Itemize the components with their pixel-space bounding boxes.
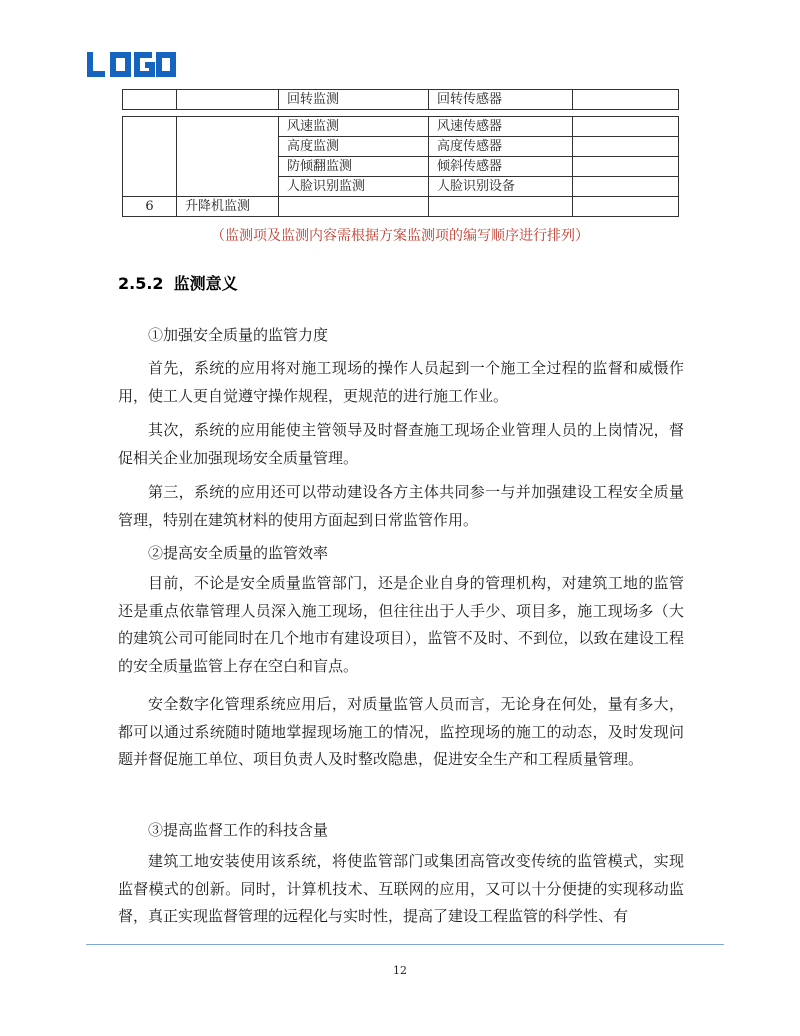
table-cell (177, 117, 279, 197)
paragraph: 安全数字化管理系统应用后，对质量监管人员而言，无论身在何处，量有多大，都可以通过系统随时随地掌握现场施工的情况，监控现场的施工的动态，及时发现问题并督促施工单位、项目负责人及时整改隐患，促进安全生产和工程质量管理。 (118, 695, 684, 768)
table-row (123, 117, 679, 137)
subheading-1: ①加强安全质量的监管力度 (148, 326, 329, 344)
table-cell (573, 157, 679, 177)
table-row (123, 90, 679, 110)
table-cell: 人脸识别监测 (279, 177, 429, 197)
paragraph: 第三，系统的应用还可以带动建设各方主体共同参一与并加强建设工程安全质量管理，特别在建筑材料的使用方面起到日常监管作用。 (118, 483, 684, 529)
footer-divider (86, 944, 724, 945)
paragraph: 目前，不论是安全质量监管部门，还是企业自身的管理机构，对建筑工地的监管还是重点依靠管理人员深入施工现场，但往往出于人手少、项目多，施工现场多（大的建筑公司可能同时在几个地市有建设项目），监管不及时、不到位，以致在建设工程的安全质量监管上存在空白和盲点。 (118, 574, 684, 675)
paragraph: 首先，系统的应用将对施工现场的操作人员起到一个施工全过程的监督和威慑作用，使工人更自觉遵守操作规程，更规范的进行施工作业。 (118, 359, 684, 405)
logo (86, 51, 176, 78)
table-cell (429, 197, 573, 217)
paragraph: 其次，系统的应用能使主管领导及时督查施工现场企业管理人员的上岗情况，督促相关企业加强现场安全质量管理。 (118, 421, 684, 467)
table-cell: 风速监测 (279, 117, 429, 137)
table-cell: 防倾翻监测 (279, 157, 429, 177)
section-title: 监测意义 (173, 274, 238, 293)
table-cell: 倾斜传感器 (429, 157, 573, 177)
monitoring-table-top (122, 89, 679, 110)
table-cell: 高度传感器 (429, 137, 573, 157)
table-cell (573, 177, 679, 197)
table-cell: 人脸识别设备 (429, 177, 573, 197)
page-number: 12 (393, 964, 407, 977)
table-cell (123, 117, 177, 197)
monitoring-table (122, 116, 679, 217)
table-cell (573, 197, 679, 217)
subheading-2: ②提高安全质量的监管效率 (148, 544, 329, 562)
table-cell (573, 117, 679, 137)
table-cell (177, 90, 279, 110)
paragraph: 建筑工地安装使用该系统，将使监管部门或集团高管改变传统的监管模式，实现监督模式的创新。同时，计算机技术、互联网的应用，又可以十分便捷的实现移动监督，真正实现监督管理的远程化与实时性，提高了建设工程监管的科学性、有 (118, 852, 684, 925)
table-cell (573, 137, 679, 157)
table-cell: 升降机监测 (177, 197, 279, 217)
section-heading (118, 273, 238, 295)
table-cell (279, 197, 429, 217)
table-row (123, 197, 679, 217)
table-cell: 6 (123, 197, 177, 217)
table-cell: 回转监测 (279, 90, 429, 110)
table-note: （监测项及监测内容需根据方案监测项的编写顺序进行排列） (211, 228, 589, 244)
section-number: 2.5.2 (118, 274, 164, 293)
table-cell (573, 90, 679, 110)
table-cell: 回转传感器 (429, 90, 573, 110)
table-cell: 风速传感器 (429, 117, 573, 137)
table-cell: 高度监测 (279, 137, 429, 157)
subheading-3: ③提高监督工作的科技含量 (148, 821, 329, 839)
table-cell (123, 90, 177, 110)
